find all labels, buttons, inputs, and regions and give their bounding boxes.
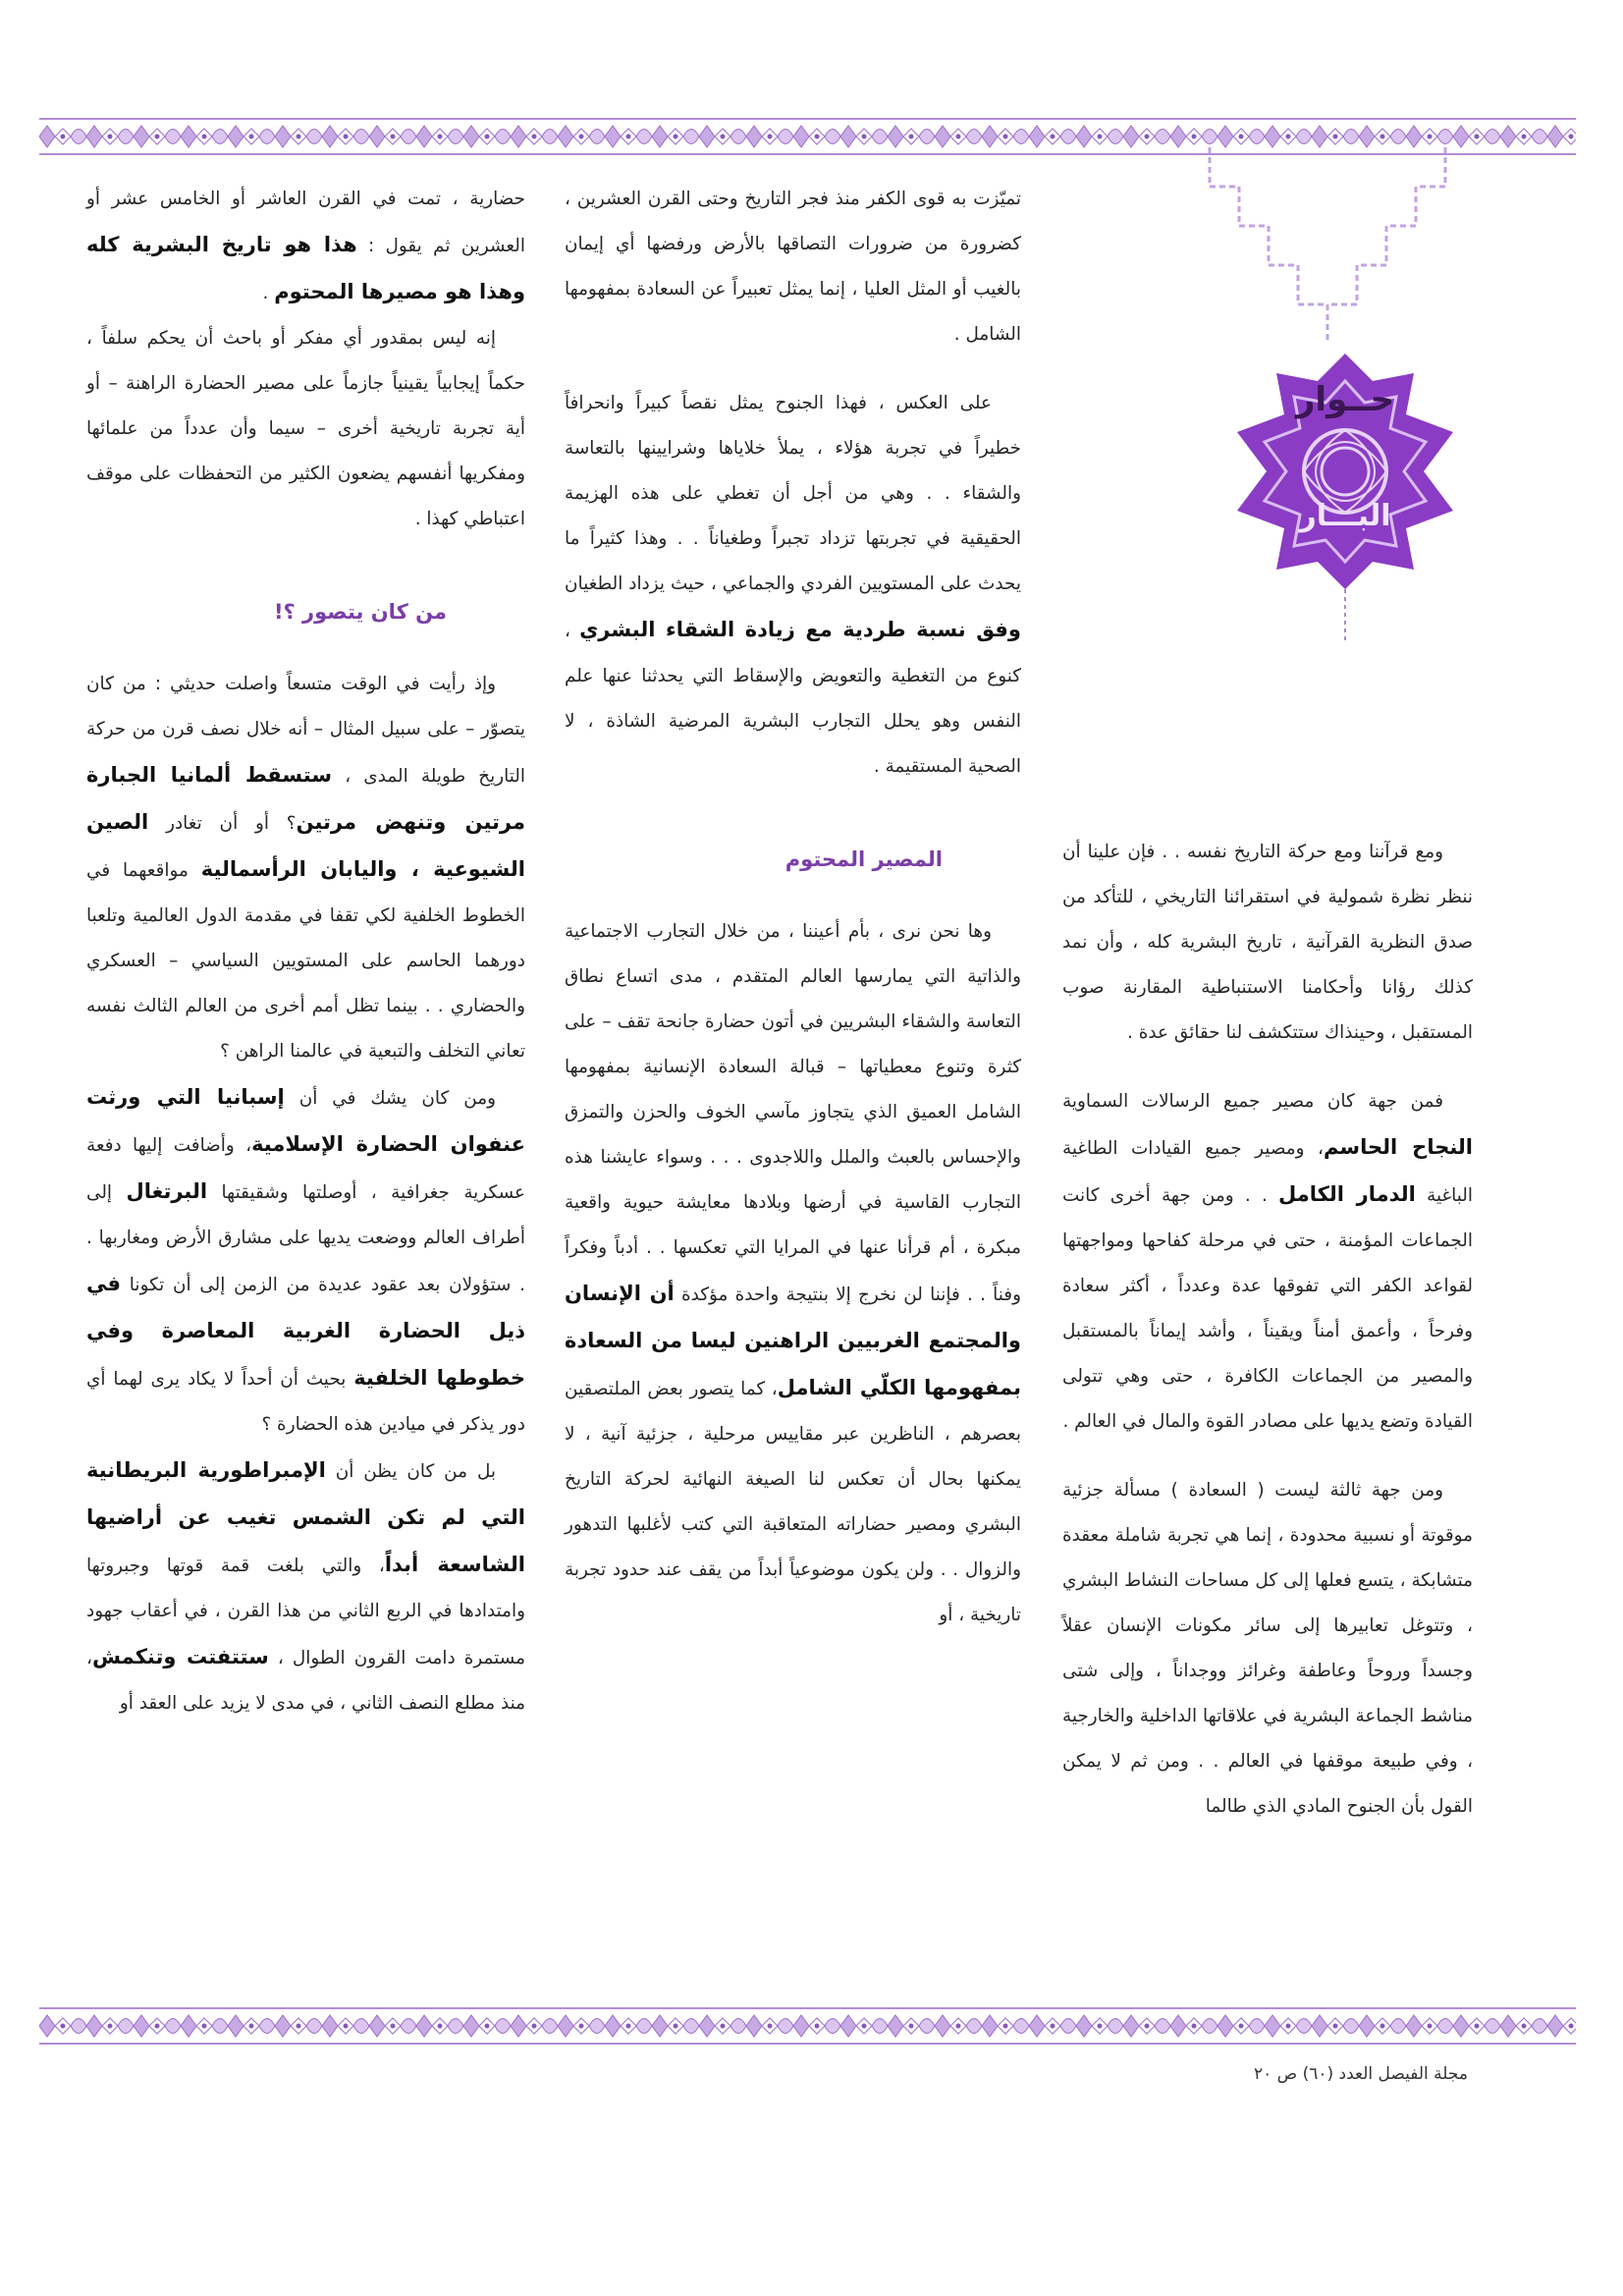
paragraph <box>86 1448 525 1726</box>
bold-phrase: الصين الشيوعية ، واليابان الرأسمالية <box>86 810 525 881</box>
section-emblem <box>1222 324 1468 648</box>
text-run: ومن كان يشك في أن <box>298 1088 496 1109</box>
text-run: ، وأضافت إليها دفعة عسكرية جغرافية ، أوصلتها وشقيقتها <box>86 1135 525 1203</box>
text-run: ، ومصير جميع القيادات الطاغية الباغية <box>1062 1138 1473 1206</box>
text-run: على العكس ، فهذا الجنوح يمثل نقصاً كبيراً وانحرافاً خطيراً في تجربة هؤلاء ، يملأ خلاياها وشرايينها بالتعاسة والشقاء . . وهي من أجل أن تغطي على هذه الهزيمة الحقيقية في تجربتها تزداد تجبراً وطغياناً . . وهذا كثيراً ما يحدث على المستويين الفردي والجماعي ، حيث يزداد الطغيان <box>565 393 1021 594</box>
bold-phrase: وفق نسبة طردية مع زيادة الشقاء البشري <box>579 618 1021 641</box>
bottom-ornament-border <box>39 2005 1576 2047</box>
paragraph: ومع قرآننا ومع حركة التاريخ نفسه . . فإن علينا أن ننظر نظرة شمولية في استقرائنا التاريخي ، للتأكد من صدق النظرية القرآنية ، تاريخ البشرية كله ، وأن نمد كذلك رؤانا وأحكامنا الاستنباطية المقارنة صوب المستقبل ، وحينذاك ستتكشف لنا حقائق عدة . <box>1062 842 1473 1043</box>
page-footer: مجلة الفيصل العدد (٦٠) ص ٢٠ <box>1253 2064 1468 2084</box>
text-run: . . ومن جهة أخرى كانت الجماعات المؤمنة ، حتى في مرحلة كفاحها ومواجهتها لقواعد الكفر التي تفوقها عدة وعدداً ، أكثر سعادة وفرحاً ، وأعمق أمناً ويقيناً ، وأشد إيماناً بالمستقبل والمصير من الجماعات الكافرة ، حتى وهي تتولى القيادة وتضع يديها على مصادر القوة والمال في العالم . <box>1062 1185 1473 1432</box>
bold-phrase: هذا هو تاريخ البشرية كله وهذا هو مصيرها المحتوم <box>86 233 525 303</box>
paragraph <box>565 381 1021 790</box>
paragraph <box>86 662 525 1074</box>
text-run: . <box>262 283 269 303</box>
bold-phrase: الدمار الكامل <box>1278 1182 1416 1206</box>
text-column-right <box>1062 830 1473 1830</box>
emblem-subtitle: البـــار <box>1299 499 1391 533</box>
text-run: بل من كان يظن أن <box>335 1461 496 1482</box>
bold-phrase: إسبانيا التي ورثت عنفوان الحضارة الإسلامية <box>86 1085 526 1156</box>
paragraph: ومن جهة ثالثة ليست ( السعادة ) مسألة جزئية موقوتة أو نسبية محدودة ، إنما هي تجربة شاملة معقدة متشابكة ، يتسع فعلها إلى كل مساحات النشاط البشري ، وتتوغل تعابيرها إلى سائر مكونات الإنسان عقلاً وجسداً وروحاً وعاطفة وغرائز ووجداناً ، وإلى شتى مناشط الجماعة البشرية في علاقاتها الداخلية والخارجية ، وفي طبيعة موقفها في العالم . . ومن ثم لا يمكن القول بأن الجنوح المادي الذي طالما <box>1062 1480 1473 1817</box>
text-column-left <box>86 177 525 1726</box>
paragraph <box>1062 1079 1473 1445</box>
text-run: وإذ رأيت في الوقت متسعاً واصلت حديثي : من كان يتصوّر – على سبيل المثال – أنه خلال نصف قرن من حركة التاريخ طويلة المدى ، <box>86 674 525 787</box>
text-run: حضارية ، تمت في القرن العاشر أو الخامس عشر أو العشرين ثم يقول : <box>86 189 525 256</box>
text-run: ؟ أو أن تغادر <box>166 813 297 834</box>
text-run: ، منذ مطلع النصف الثاني ، في مدى لا يزيد على العقد أو <box>86 1648 525 1714</box>
paragraph <box>86 177 525 316</box>
text-run: ، كما يتصور بعض الملتصقين بعصرهم ، الناظرين عبر مقاييس مرحلية ، جزئية آنية ، لا يمكنها بحال أن تعكس لنا الصيغة النهائية لحركة التاريخ البشري ومصير حضاراته المتعاقبة التي كتب لأغلبها التدهور والزوال . . ولن يكون موضوعياً أبداً من يقف عند حدود تجربة تاريخية ، أو <box>565 1379 1021 1625</box>
bold-phrase: أن الإنسان والمجتمع الغربيين الراهنين ليسا من السعادة بمفهومها الكلّي الشامل <box>565 1282 1021 1399</box>
bold-phrase: الإمبراطورية البريطانية التي لم تكن الشمس تغيب عن أراضيها الشاسعة أبداً <box>86 1458 525 1576</box>
text-run: إلى أطراف العالم ووضعت يديها على مشارق الأرض ومغاربها . . ستؤولان بعد عقود عديدة من الزمن إلى أن تكونا <box>86 1182 525 1295</box>
bold-phrase: ستسقط ألمانيا الجبارة مرتين وتنهض مرتين <box>86 763 525 834</box>
text-run: فمن جهة كان مصير جميع الرسالات السماوية <box>1062 1091 1443 1112</box>
text-run: بحيث أن أحداً لا يكاد يرى لهما أي دور يذكر في ميادين هذه الحضارة ؟ <box>86 1369 525 1435</box>
text-run: ، كنوع من التغطية والتعويض والإسقاط التي يحدثنا عنها علم النفس وهو يحلل التجارب البشرية المرضية الشاذة ، لا الصحية المستقيمة . <box>565 621 1021 777</box>
bold-phrase: البرتغال <box>126 1179 208 1203</box>
section-heading: المصير المحتوم <box>784 847 943 871</box>
emblem-title: حــوار <box>1295 380 1395 419</box>
section-heading: من كان يتصور ؟! <box>273 600 447 624</box>
bold-phrase: النجاح الحاسم <box>1323 1135 1473 1159</box>
text-run: مواقعهما في الخطوط الخلفية لكي تقفا في مقدمة الدول العالمية وتلعبا دورهما الحاسم على المستويين السياسي – العسكري والحضاري . . بينما تظل أمم أخرى من العالم الثالث نفسه تعاني التخلف والتبعية في عالمنا الراهن ؟ <box>86 860 525 1062</box>
text-run: ، والتي بلغت قمة قوتها وجبروتها وامتدادها في الربع الثاني من هذا القرن ، في أعقاب جهود مستمرة دامت القرون الطوال ، <box>86 1556 525 1668</box>
hanging-ornament <box>1200 147 1455 344</box>
paragraph: إنه ليس بمقدور أي مفكر أو باحث أن يحكم سلفاً ، حكماً إيجابياً يقينياً جازماً على مصير الحضارة الراهنة – أو أية تجربة تاريخية أخرى – سيما وأن عدداً من علمائها ومفكريها أنفسهم يضعون الكثير من التحفظات على موقف اعتباطي كهذا . <box>86 328 525 529</box>
bold-phrase: ستتفتت وتنكمش <box>91 1645 269 1668</box>
bold-phrase: في ذيل الحضارة الغربية المعاصرة وفي خطوطها الخلفية <box>86 1272 525 1390</box>
text-run: وها نحن نرى ، بأم أعيننا ، من خلال التجارب الاجتماعية والذاتية التي يمارسها العالم المتقدم ، مدى اتساع نطاق التعاسة والشقاء البشريين في أتون حضارة جانحة تقف – على كثرة وتنوع معطياتها – قبالة السعادة الإنسانية بمفهومها الشامل العميق الذي يتجاوز مآسي الخوف والحزن والتمزق والإحساس بالعبث والملل واللاجدوى . . . وسواء عايشنا هذه التجارب القاسية في أرضها وبلادها معايشة حيوية واقعية مبكرة ، أم قرأنا عنها في المرايا التي تعكسها . . أدباً وفكراً وفناً . . فإننا لن نخرج إلا بنتيجة واحدة مؤكدة <box>565 921 1021 1305</box>
paragraph: تميّزت به قوى الكفر منذ فجر التاريخ وحتى القرن العشرين ، كضرورة من ضرورات التصاقها بالأرض ورفضها أي إيمان بالغيب أو المثل العليا ، إنما يمثل تعبيراً عن السعادة بمفهومها الشامل . <box>565 189 1021 345</box>
text-column-middle <box>565 177 1021 1638</box>
paragraph <box>565 909 1021 1638</box>
paragraph <box>86 1074 525 1448</box>
